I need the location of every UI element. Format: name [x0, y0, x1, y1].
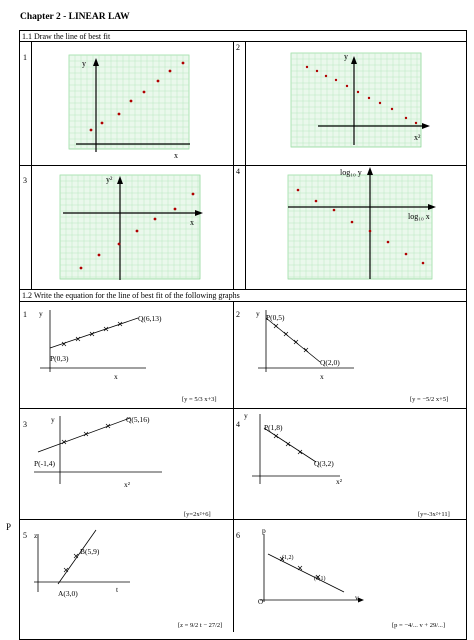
item-number: 6 [236, 531, 240, 540]
scatter-graph [66, 52, 198, 164]
x-axis-label: x² [336, 477, 342, 486]
item-number: 3 [23, 176, 27, 185]
y-axis-label: log₁₀ y [340, 168, 362, 177]
item-number: 2 [236, 310, 240, 319]
data-point [154, 218, 157, 221]
rule [19, 301, 467, 302]
origin-label: O [258, 598, 264, 606]
data-point [405, 253, 408, 256]
point-label: (5,1) [314, 576, 326, 582]
point-label: Q(5,16) [126, 415, 150, 424]
data-point [157, 80, 160, 83]
margin-mark: P [6, 522, 12, 532]
x-axis-label: t [116, 585, 119, 594]
data-point [118, 243, 121, 246]
y-axis-label: y [344, 52, 348, 61]
data-point [346, 85, 348, 87]
point-label: P(-1,4) [34, 459, 56, 468]
item-number: 3 [23, 420, 27, 429]
point-label: B(5,9) [80, 547, 100, 556]
data-point [315, 200, 318, 203]
y-axis-label: y [39, 309, 43, 318]
rule [19, 41, 467, 42]
point-label: Q(3,2) [314, 459, 334, 468]
data-point [192, 193, 195, 196]
answer-box: [z = 9/2 t − 27/2] [178, 622, 223, 629]
data-point [368, 97, 370, 99]
point-label: (1,2) [282, 555, 294, 561]
y-axis-label: p [262, 526, 266, 535]
y-axis-label: y [51, 415, 55, 424]
rule [19, 408, 467, 409]
item-number: 2 [236, 43, 240, 52]
answer-box: [p = −4/... v + 29/...] [392, 622, 446, 629]
point-label: Q(2,0) [320, 358, 340, 367]
scatter-graph [288, 50, 432, 162]
data-point [405, 117, 407, 119]
x-axis-label: x² [414, 133, 421, 142]
point-label: A(3,0) [58, 589, 78, 598]
point-label: Q(6,13) [138, 314, 162, 323]
data-point [143, 91, 146, 94]
x-axis-label: x [190, 218, 194, 227]
data-point [422, 262, 425, 265]
data-point [335, 79, 337, 81]
answer-box: [y=-3x²+11] [418, 511, 450, 518]
point-label: P(0,5) [266, 313, 285, 322]
item-number: 1 [23, 310, 27, 319]
chapter-title: Chapter 2 - LINEAR LAW [20, 12, 130, 22]
data-point [297, 189, 300, 192]
data-point [369, 230, 372, 233]
data-point [130, 100, 133, 103]
data-point [379, 102, 381, 104]
line-graph [252, 524, 372, 608]
y-axis-label: y [244, 411, 248, 420]
scatter-graph [57, 172, 205, 284]
line-graph [36, 306, 196, 384]
data-point [98, 254, 101, 257]
rule [233, 41, 234, 289]
answer-box: [y = −5/2 x+5] [410, 396, 449, 403]
point-label: P(1,8) [264, 423, 283, 432]
data-point [391, 108, 393, 110]
section-heading: 1.1 Draw the line of best fit [22, 32, 111, 41]
data-point [333, 209, 336, 212]
data-point [174, 208, 177, 211]
data-point [182, 62, 185, 65]
section-heading: 1.2 Write the equation for the line of best fit of the following graphs [22, 291, 240, 300]
x-axis-label: x [320, 372, 324, 381]
rule [245, 41, 246, 289]
x-axis-label: x [114, 372, 118, 381]
y-axis-label: z [34, 531, 38, 540]
line-graph [254, 306, 364, 384]
rule [31, 41, 32, 289]
line-graph [30, 524, 158, 604]
data-point [169, 70, 172, 73]
data-point [415, 122, 417, 124]
data-point [387, 241, 390, 244]
data-point [118, 113, 121, 116]
x-axis-label: x² [124, 480, 130, 489]
data-point [80, 267, 83, 270]
data-point [351, 221, 354, 224]
item-number: 5 [23, 531, 27, 540]
line-graph [30, 410, 198, 494]
data-point [325, 75, 327, 77]
item-number: 1 [23, 53, 27, 62]
answer-box: [y = 5/3 x+3] [182, 396, 217, 403]
data-point [90, 129, 93, 132]
rule [19, 519, 467, 520]
item-number: 4 [236, 167, 240, 176]
y-axis-label: y [82, 59, 86, 68]
line-graph [240, 410, 360, 494]
scatter-graph [284, 165, 438, 283]
point-label: P(0,3) [50, 354, 69, 363]
x-axis-label: log₁₀ x [408, 212, 430, 221]
rule [233, 301, 234, 632]
data-point [101, 122, 104, 125]
y-axis-label: y [256, 309, 260, 318]
data-point [357, 91, 359, 93]
y-axis-label: y² [106, 175, 113, 184]
answer-box: [y=2x²+6] [184, 511, 211, 518]
item-number: 4 [236, 420, 240, 429]
data-point [136, 230, 139, 233]
x-axis-label: v [355, 593, 359, 602]
x-axis-label: x [174, 151, 178, 160]
rule [19, 289, 467, 290]
data-point [306, 66, 308, 68]
data-point [316, 70, 318, 72]
